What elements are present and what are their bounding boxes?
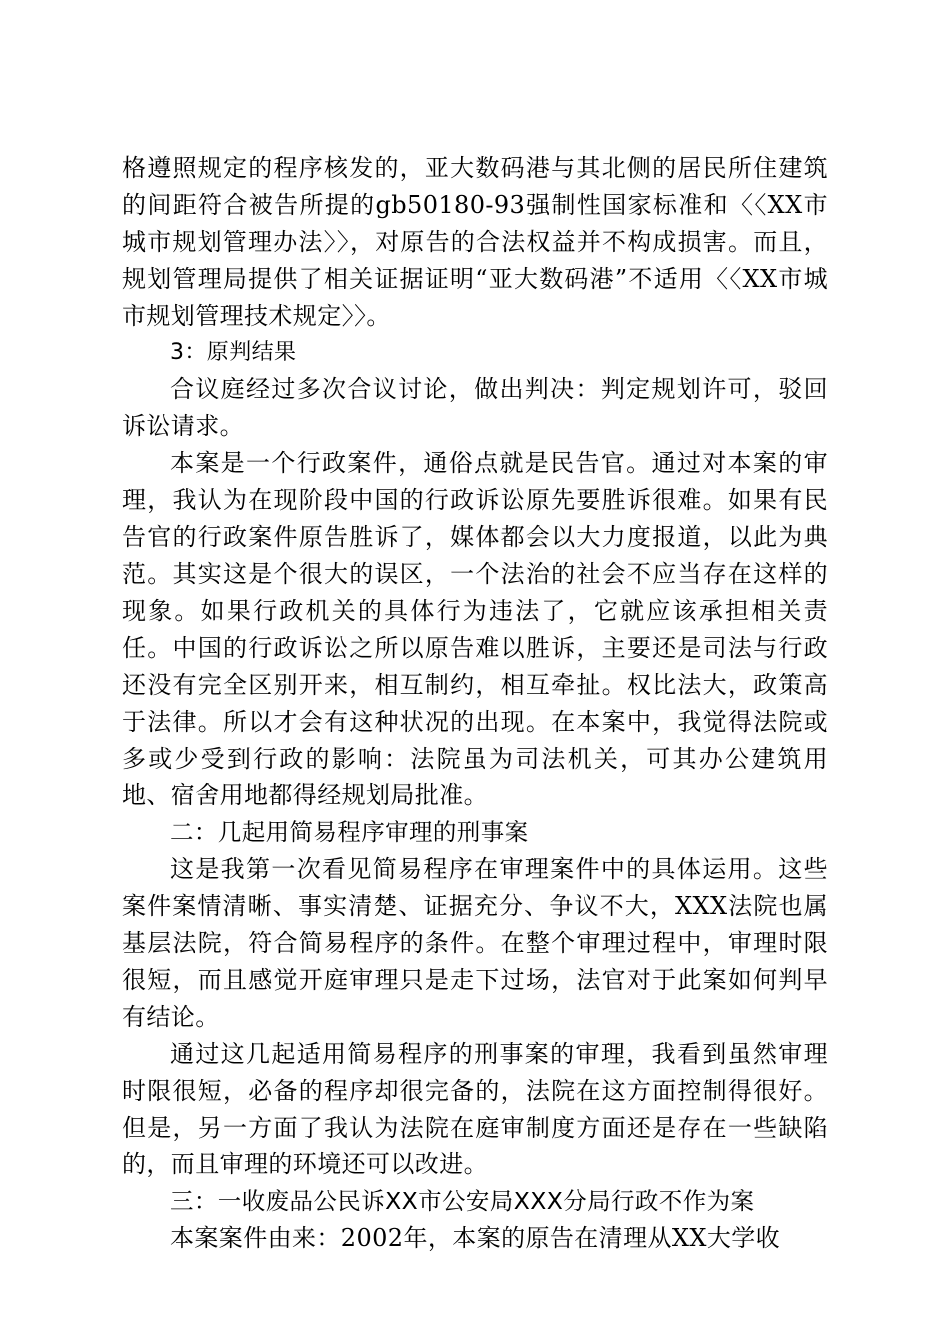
- paragraph-observations: 通过这几起适用简易程序的刑事案的审理，我看到虽然审理时限很短，必备的程序却很完备的，法院在这方面控制得很好。但是，另一方面了我认为法院在庭审制度方面还是存在一些缺陷的，而且审理的环境还可以改进。: [122, 1039, 828, 1179]
- paragraph-verdict: 合议庭经过多次合议讨论，做出判决：判定规划许可，驳回诉讼请求。: [122, 375, 828, 441]
- paragraph-case-origin: 本案案件由来：2002年，本案的原告在清理从XX大学收: [170, 1224, 781, 1253]
- heading-administrative-case: 三：一收废品公民诉XX市公安局XXX分局行政不作为案: [170, 1187, 755, 1216]
- paragraph-continuation: 格遵照规定的程序核发的，亚大数码港与其北侧的居民所住建筑的间距符合被告所提的gb50180-93强制性国家标准和〈〈XX市城市规划管理办法〉〉，对原告的合法权益并不构成损害。而且，规划管理局提供了相关证据证明“亚大数码港”不适用〈〈XX市城市规划管理技术规定〉〉。: [122, 154, 828, 330]
- heading-criminal-cases: 二：几起用简易程序审理的刑事案: [170, 818, 529, 847]
- document-page: [122, 150, 828, 1257]
- paragraph-analysis: 本案是一个行政案件，通俗点就是民告官。通过对本案的审理，我认为在现阶段中国的行政诉讼原先要胜诉很难。如果有民告官的行政案件原告胜诉了，媒体都会以大力度报道，以此为典范。其实这是个很大的误区，一个法治的社会不应当存在这样的现象。如果行政机关的具体行为违法了，它就应该承担相关责任。中国的行政诉讼之所以原告难以胜诉，主要还是司法与行政还没有完全区别开来，相互制约，相互牵扯。权比法大，政策高于法律。所以才会有这种状况的出现。在本案中，我觉得法院或多或少受到行政的影响：法院虽为司法机关，可其办公建筑用地、宿舍用地都得经规划局批准。: [122, 449, 828, 810]
- paragraph-simplified-procedure: 这是我第一次看见简易程序在审理案件中的具体运用。这些案件案情清晰、事实清楚、证据充分、争议不大，XXX法院也属基层法院，符合简易程序的条件。在整个审理过程中，审理时限很短，而且感觉开庭审理只是走下过场，法官对于此案如何判早有结论。: [122, 855, 828, 1031]
- subheading-original-verdict: 3：原判结果: [170, 339, 297, 365]
